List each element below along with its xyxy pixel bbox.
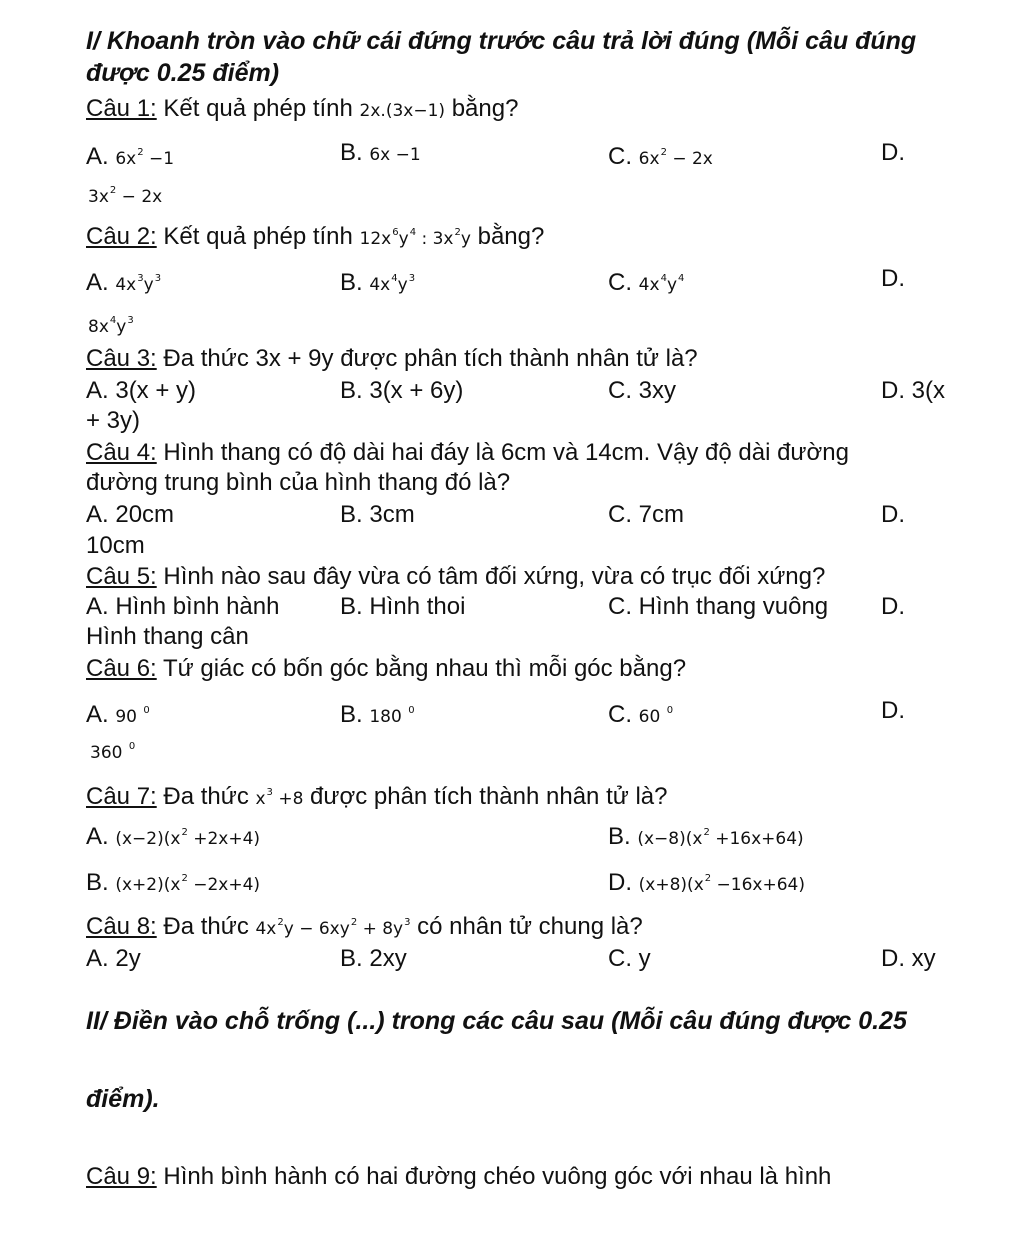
question-6-option-d-value: 360 $^0$ bbox=[90, 741, 136, 763]
question-2-option-b[interactable]: B. $4x^4y^3$ bbox=[340, 269, 416, 296]
question-3-option-b[interactable]: B. 3(x + 6y) bbox=[340, 377, 464, 404]
question-1-option-c[interactable]: C. $6x^2 - 2x$ bbox=[608, 143, 713, 170]
question-3-label: Câu 3: bbox=[86, 345, 157, 372]
question-6-option-d[interactable]: D. bbox=[881, 697, 905, 724]
question-7-option-d[interactable]: D. $(x+8)(x^2 -16x+64)$ bbox=[608, 869, 805, 896]
question-8-option-c[interactable]: C. y bbox=[608, 945, 651, 972]
question-5-stem: Câu 5: Hình nào sau đây vừa có tâm đối xứng, vừa có trục đối xứng? bbox=[86, 563, 826, 590]
question-7-option-a[interactable]: A. $(x-2)(x^2 +2x+4)$ bbox=[86, 823, 261, 850]
question-7-option-b[interactable]: B. $(x-8)(x^2 +16x+64)$ bbox=[608, 823, 804, 850]
question-8-stem: Câu 8: Đa thức $4x^2y - 6xy^2 + 8y^3$ có nhân tử chung là? bbox=[86, 913, 643, 940]
question-3-option-a[interactable]: A. 3(x + y) bbox=[86, 377, 197, 404]
question-5-label: Câu 5: bbox=[86, 563, 157, 590]
section-1-title-line-1: I/ Khoanh tròn vào chữ cái đứng trước câu trả lời đúng (Mỗi câu đúng bbox=[86, 27, 917, 55]
question-2-expression: $12x^6y^4$ : $3x^2y$ bbox=[359, 227, 471, 249]
question-5-option-b[interactable]: B. Hình thoi bbox=[340, 593, 466, 620]
question-7-option-c[interactable]: B. $(x+2)(x^2 -2x+4)$ bbox=[86, 869, 261, 896]
section-2-title-line-2: điểm). bbox=[86, 1085, 160, 1113]
question-6-label: Câu 6: bbox=[86, 655, 157, 682]
question-6-option-c[interactable]: C. 60 $^0$ bbox=[608, 701, 674, 728]
question-4-option-c[interactable]: C. 7cm bbox=[608, 501, 685, 528]
question-4-option-d[interactable]: D. bbox=[881, 501, 905, 528]
question-4-stem: Câu 4: Hình thang có độ dài hai đáy là 6cm và 14cm. Vậy độ dài đường bbox=[86, 439, 849, 466]
question-2-stem: Câu 2: Kết quả phép tính $12x^6y^4$ : $3x^2y$ bằng? bbox=[86, 223, 545, 250]
question-4-label: Câu 4: bbox=[86, 439, 157, 466]
question-3-option-d-continued: + 3y) bbox=[86, 407, 141, 434]
question-8-expression: $4x^2y - 6xy^2 + 8y^3$ bbox=[255, 917, 411, 939]
question-5-option-d[interactable]: D. bbox=[881, 593, 905, 620]
question-4-option-d-value: 10cm bbox=[86, 532, 145, 559]
question-8-option-b[interactable]: B. 2xy bbox=[340, 945, 407, 972]
question-4-option-a[interactable]: A. 20cm bbox=[86, 501, 175, 528]
question-8-option-a[interactable]: A. 2y bbox=[86, 945, 141, 972]
question-6-stem: Câu 6: Tứ giác có bốn góc bằng nhau thì mỗi góc bằng? bbox=[86, 655, 687, 682]
question-5-option-d-value: Hình thang cân bbox=[86, 623, 249, 650]
question-3-stem: Câu 3: Đa thức 3x + 9y được phân tích thành nhân tử là? bbox=[86, 345, 698, 372]
question-2-option-d[interactable]: D. bbox=[881, 265, 905, 292]
question-6-option-b[interactable]: B. 180 $^0$ bbox=[340, 701, 415, 728]
question-1-stem: Câu 1: Kết quả phép tính 2x.(3x−1) bằng? bbox=[86, 95, 519, 122]
question-2-option-c[interactable]: C. $4x^4y^4$ bbox=[608, 269, 685, 296]
question-1-label: Câu 1: bbox=[86, 95, 157, 122]
question-5-option-a[interactable]: A. Hình bình hành bbox=[86, 593, 280, 620]
question-7-expression: $x^3 +8$ bbox=[255, 787, 304, 809]
question-3-option-c[interactable]: C. 3xy bbox=[608, 377, 677, 404]
question-4-option-b[interactable]: B. 3cm bbox=[340, 501, 415, 528]
question-4-stem-line-2: đường trung bình của hình thang đó là? bbox=[86, 469, 511, 496]
section-2-title-line-1: II/ Điền vào chỗ trống (...) trong các câu sau (Mỗi câu đúng được 0.25 bbox=[86, 1007, 907, 1035]
question-2-option-d-value: $8x^4y^3$ bbox=[88, 315, 134, 337]
question-2-option-a[interactable]: A. $4x^3y^3$ bbox=[86, 269, 162, 296]
question-7-label: Câu 7: bbox=[86, 783, 157, 810]
question-8-label: Câu 8: bbox=[86, 913, 157, 940]
question-7-stem: Câu 7: Đa thức $x^3 +8$ được phân tích thành nhân tử là? bbox=[86, 783, 668, 810]
question-1-option-d[interactable]: D. bbox=[881, 139, 905, 166]
question-9-label: Câu 9: bbox=[86, 1163, 157, 1190]
question-5-option-c[interactable]: C. Hình thang vuông bbox=[608, 593, 829, 620]
section-1-title-line-2: được 0.25 điểm) bbox=[86, 59, 280, 87]
question-8-option-d[interactable]: D. xy bbox=[881, 945, 936, 972]
question-1-option-b[interactable]: B. 6x −1 bbox=[340, 139, 421, 166]
question-6-option-a[interactable]: A. 90 $^0$ bbox=[86, 701, 150, 728]
question-2-label: Câu 2: bbox=[86, 223, 157, 250]
question-9-stem: Câu 9: Hình bình hành có hai đường chéo vuông góc với nhau là hình bbox=[86, 1163, 832, 1190]
question-1-option-d-value: $3x^2 - 2x$ bbox=[88, 185, 163, 207]
question-1-expression: 2x.(3x−1) bbox=[359, 101, 446, 121]
question-1-option-a[interactable]: A. $6x^2 -1$ bbox=[86, 143, 175, 170]
question-3-option-d[interactable]: D. 3(x bbox=[881, 377, 946, 404]
